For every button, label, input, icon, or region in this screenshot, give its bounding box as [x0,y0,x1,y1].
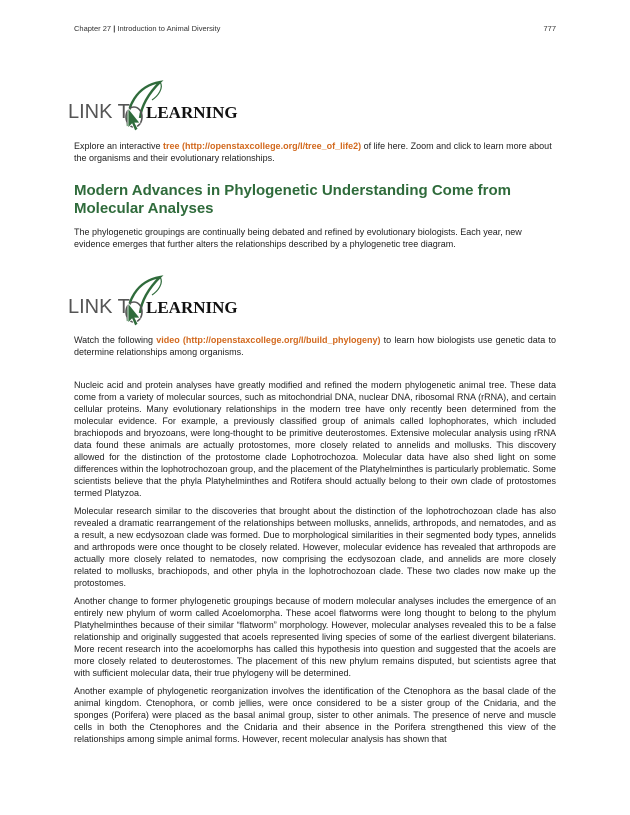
logo-text-learning: LEARNING [146,103,238,122]
header-separator: | [113,24,116,33]
link-to-learning-text-1 [74,140,556,164]
link-to-learning-logo [68,78,248,133]
text-after-link: of life here. Zoom and click to learn more about the organisms and their evolutionary relationships. [74,141,552,163]
body-paragraph: Another change to former phylogenetic groupings because of modern molecular analyses includes the emergence of an entirely new phylum of worm called Acoelomorpha. These acoel flatworms were long thought to belong to the phylum Platyhelminthes because of their similar “flatworm” morphology. However, molecular analyses revealed this to be a false relationship and originally suggested that acoels represented living species of some of the earliest divergent bilaterians. More recent research into the acoelomorphs has called this hypothesis into question and suggested that the acoels are more closely related to deuterostomes. The placement of this new phylum remains disputed, but scientists agree that with sufficient molecular data, their true phylogeny will be determined. [74,596,556,678]
logo-text-learning: LEARNING [146,298,238,317]
body-paragraph: Another example of phylogenetic reorganization involves the identification of the Ctenophora as the basal clade of the animal kingdom. Ctenophora, or comb jellies, were once considered to be a sister group of the Cnidaria, and the sponges (Porifera) were placed as the basal animal group, sister to other animals. The presence of nerve and muscle cells in both the Ctenophores and the Cnidaria and their absence in the Porifera strengthened this view of the relationships among simple animal forms. However, recent molecular analysis has shown that [74,686,556,744]
section-intro: The phylogenetic groupings are continually being debated and refined by evolutionary biologists. Each year, new evidence emerges that further alters the relationships described by a phylogenetic tree diagram. [74,227,522,249]
body-paragraph: Nucleic acid and protein analyses have greatly modified and refined the modern phylogenetic animal tree. These data come from a variety of molecular sources, such as mitochondrial DNA, nuclear DNA, ribosomal RNA (rRNA), and certain cellular proteins. Many evolutionary relationships in the modern tree have only recently been determined from the molecular evidence. For example, a previously classified group of animals called lophophorates, which included brachiopods and bryozoans, were long-thought to be primitive deuterostomes. Extensive molecular analysis using rRNA data found these animals are actually protostomes, more closely related to annelids and mollusks. This discovery allowed for the distinction of the protostome clade Lophotrochozoa. Molecular data have also shed light on some differences within the lophotrochozoan group, and the placement of the Platyhelminthes is particularly problematic. Some scientists believe that the phyla Platyhelminthes and Rotifera should actually belong to their own clade of protostomes termed Platyzoa. [74,380,556,498]
text-before-link: Explore an interactive [74,141,164,151]
logo-text-link: LINK T [68,296,130,318]
tree-of-life-link[interactable]: tree (http://openstaxcollege.org/l/tree_of_life2) [163,141,362,151]
text-after-link: to learn how biologists use genetic data to determine relationships among organisms. [74,335,556,357]
mouse-cursor-icon [68,273,248,328]
body-text [74,379,556,751]
running-head [74,24,220,33]
page-header [74,24,556,33]
mouse-cursor-icon [68,78,248,133]
chapter-label: Chapter 27 [74,24,112,33]
logo-text-link: LINK T [68,101,130,123]
link-to-learning-text-2 [74,334,556,358]
chapter-title: Introduction to Animal Diversity [117,24,221,33]
section-heading: Modern Advances in Phylogenetic Understanding Come from Molecular Analyses [74,182,512,217]
page-number: 777 [543,24,556,33]
build-phylogeny-video-link[interactable]: video (http://openstaxcollege.org/l/build_phylogeny) [156,335,381,345]
body-paragraph: Molecular research similar to the discoveries that brought about the distinction of the lophotrochozoan clade has also revealed a dramatic rearrangement of the relationships between mollusks, annelids, arthropods, and nematodes, and as a result, a new ecdysozoan clade was formed. Due to morphological similarities in their segmented body types, annelids and arthropods were once thought to be closely related. However, molecular evidence has revealed that arthropods are actually more closely related to nematodes, now comprising the ecdysozoan clade, and annelids are more closely related to mollusks, brachiopods, and other phyla in the lophotrochozoan clade. These two clades now make up the protostomes. [74,506,556,588]
link-to-learning-logo-2 [68,273,248,328]
text-before-link: Watch the following [74,335,157,345]
